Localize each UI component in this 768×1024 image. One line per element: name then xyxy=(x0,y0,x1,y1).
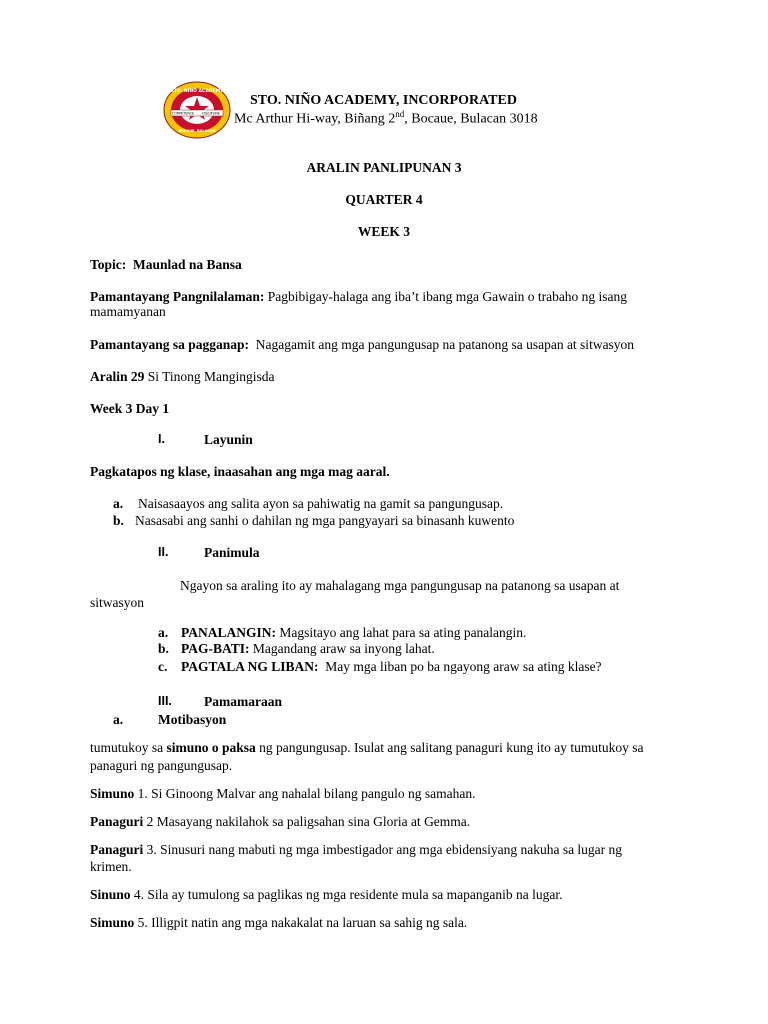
svg-text:DISCIPLINE: DISCIPLINE xyxy=(202,111,220,116)
list-letter: a. xyxy=(113,712,124,727)
section-title: Panimula xyxy=(204,545,260,560)
intro-paragraph: Ngayon sa araling ito ay mahalagang mga pangungusap na patanong sa usapan at xyxy=(180,578,620,593)
list-letter: c. xyxy=(158,659,168,674)
svg-text:STO. NIÑO ACADEMY: STO. NIÑO ACADEMY xyxy=(170,89,224,94)
exercise-item-cont: krimen. xyxy=(90,859,132,874)
list-item: Nasasabi ang sanhi o dahilan ng mga pangyayari sa binasanh kuwento xyxy=(135,513,515,528)
exercise-item: Panaguri 3. Sinusuri nang mabuti ng mga imbestigador ang mga ebidensiyang nakuha sa lugar ng xyxy=(90,842,623,857)
list-letter: b. xyxy=(158,641,169,656)
list-item: Naisasaayos ang salita ayon sa pahiwatig na gamit sa pangungusap. xyxy=(138,496,504,511)
subject-title: ARALIN PANLIPUNAN 3 xyxy=(306,160,462,175)
section-number: II. xyxy=(158,545,169,559)
instruction-cont: panaguri ng pangungusap. xyxy=(90,758,233,773)
instruction: tumutukoy sa simuno o paksa ng pangungusap. Isulat ang salitang panaguri kung ito ay tumutukoy sa xyxy=(90,740,644,755)
subsection-title: Motibasyon xyxy=(158,712,227,727)
topic: Topic: Maunlad na Bansa xyxy=(90,257,242,272)
section-number: I. xyxy=(158,432,165,446)
exercise-item: Panaguri 2 Masayang nakilahok sa paligsahan sina Gloria at Gemma. xyxy=(90,814,471,829)
lesson-title: Aralin 29 Si Tinong Mangingisda xyxy=(90,369,275,384)
section-number: III. xyxy=(158,694,172,708)
school-address: Mc Arthur Hi-way, Biñang 2nd, Bocaue, Bulacan 3018 xyxy=(234,109,538,127)
content-standard: Pamantayang Pangnilalaman: Pagbibigay-halaga ang iba’t ibang mga Gawain o trabaho ng isang xyxy=(90,289,628,304)
day-heading: Week 3 Day 1 xyxy=(90,401,170,416)
objective-intro: Pagkatapos ng klase, inaasahan ang mga mag aaral. xyxy=(90,464,390,479)
list-letter: a. xyxy=(113,496,124,511)
quarter-title: QUARTER 4 xyxy=(345,192,423,207)
list-item: PAG-BATI: Magandang araw sa inyong lahat. xyxy=(181,641,435,656)
content-standard-cont: mamamyanan xyxy=(90,304,166,319)
svg-text:BOCAUE, BULACAN: BOCAUE, BULACAN xyxy=(178,129,216,133)
exercise-item: Simuno 5. Illigpit natin ang mga nakakalat na laruan sa sahig ng sala. xyxy=(90,915,468,930)
school-name: STO. NIÑO ACADEMY, INCORPORATED xyxy=(250,93,517,108)
exercise-item: Simuno 1. Si Ginoong Malvar ang nahalal bilang pangulo ng samahan. xyxy=(90,786,476,801)
exercise-item: Sinuno 4. Sila ay tumulong sa paglikas ng mga residente mula sa mapanganib na lugar. xyxy=(90,887,563,902)
week-title: WEEK 3 xyxy=(357,224,411,239)
intro-paragraph-cont: sitwasyon xyxy=(90,595,144,610)
list-item: PAGTALA NG LIBAN: May mga liban po ba ngayong araw sa ating klase? xyxy=(181,659,602,674)
school-logo xyxy=(163,81,231,139)
section-title: Pamamaraan xyxy=(204,694,282,709)
performance-standard: Pamantayang sa pagganap: Nagagamit ang mga pangungusap na patanong sa usapan at sitwasyon xyxy=(90,337,635,352)
list-letter: b. xyxy=(113,513,124,528)
section-title: Layunin xyxy=(204,432,253,447)
list-item: PANALANGIN: Magsitayo ang lahat para sa ating panalangin. xyxy=(181,625,527,640)
svg-text:COMPETENCE: COMPETENCE xyxy=(171,111,195,116)
list-letter: a. xyxy=(158,625,169,640)
